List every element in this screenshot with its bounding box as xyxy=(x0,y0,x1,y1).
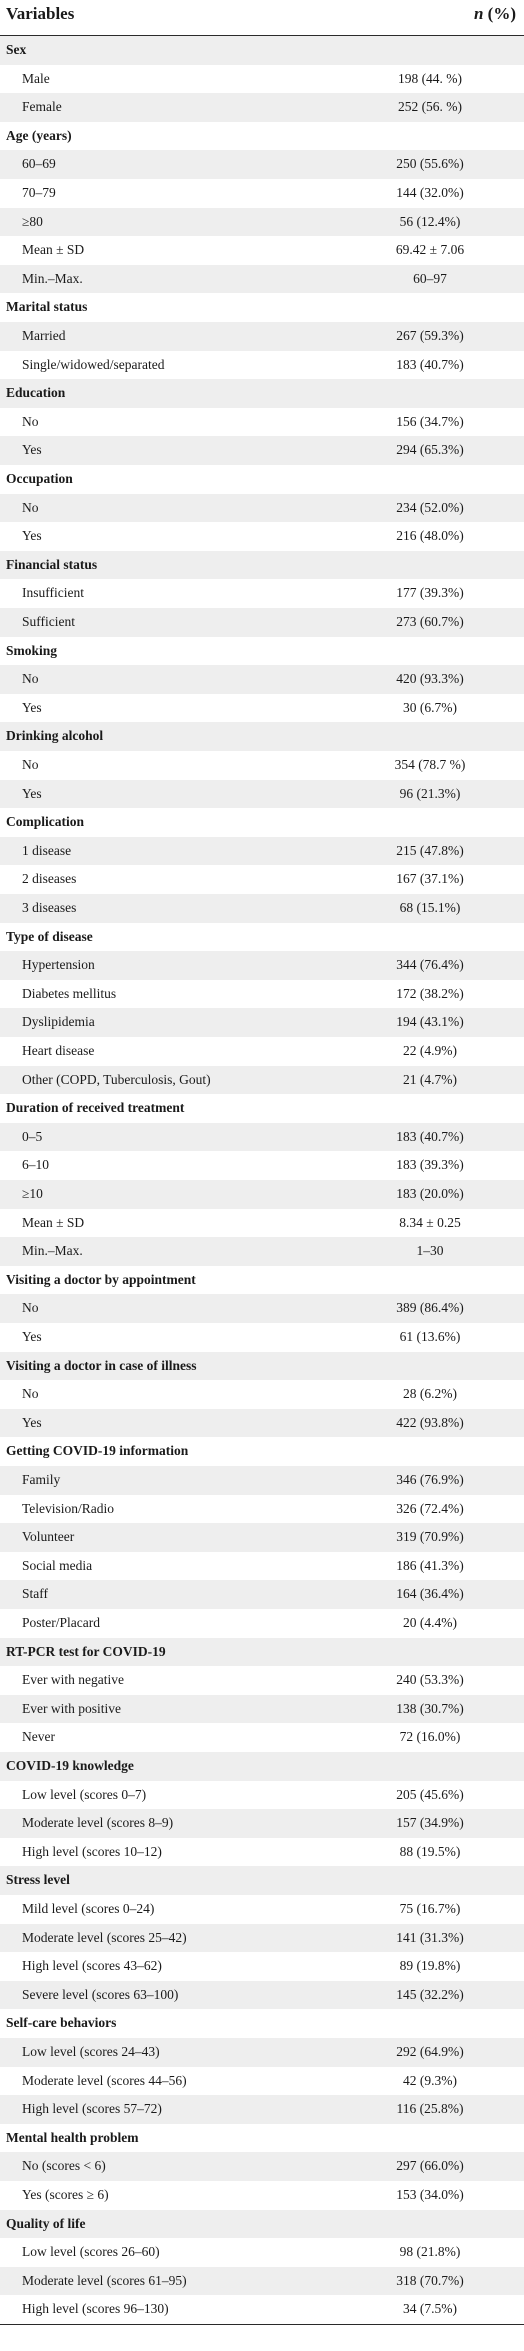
row-label: Min.–Max. xyxy=(22,1243,83,1259)
row-value: 21 (4.7%) xyxy=(403,1071,457,1087)
row-value: 141 (31.3%) xyxy=(396,1929,464,1945)
group-header-row xyxy=(0,551,524,580)
row-value: 89 (19.8%) xyxy=(399,1958,461,1974)
row-value: 326 (72.4%) xyxy=(396,1500,464,1516)
row-value: 216 (48.0%) xyxy=(396,528,464,544)
table-row xyxy=(0,1523,524,1552)
group-label: Stress level xyxy=(6,1872,70,1888)
table-row xyxy=(0,951,524,980)
table-row xyxy=(0,1409,524,1438)
n-symbol: n xyxy=(473,4,484,23)
group-header-row xyxy=(0,465,524,494)
table-row xyxy=(0,1323,524,1352)
row-value: 172 (38.2%) xyxy=(396,985,464,1001)
row-label: Never xyxy=(22,1729,55,1745)
group-label: Visiting a doctor in case of illness xyxy=(6,1357,197,1373)
row-value: 60–97 xyxy=(413,270,447,286)
row-value: 28 (6.2%) xyxy=(403,1386,457,1402)
row-label: Mild level (scores 0–24) xyxy=(22,1901,155,1916)
row-value: 198 (44. %) xyxy=(397,70,463,86)
group-header-row xyxy=(0,1352,524,1381)
row-value: 292 (64.9%) xyxy=(396,2044,464,2059)
group-label: RT-PCR test for COVID-19 xyxy=(6,1643,166,1659)
table-row xyxy=(0,150,524,179)
row-value: 318 (70.7%) xyxy=(396,2272,464,2288)
row-value: 177 (39.3%) xyxy=(396,585,464,601)
row-label: Heart disease xyxy=(22,1043,95,1058)
table-row xyxy=(0,837,524,866)
table-row xyxy=(0,236,524,265)
percent-symbol: (%) xyxy=(483,4,516,23)
row-value: 88 (19.5%) xyxy=(399,1843,461,1859)
group-header-row xyxy=(0,1752,524,1781)
group-header-row xyxy=(0,1266,524,1295)
table-row xyxy=(0,1580,524,1609)
table-row xyxy=(0,1037,524,1066)
group-label: Financial status xyxy=(6,556,98,572)
row-value: 297 (66.0%) xyxy=(396,2158,464,2174)
row-label: Moderate level (scores 61–95) xyxy=(22,2272,187,2288)
row-value: 234 (52.0%) xyxy=(396,499,464,515)
group-header-row xyxy=(0,722,524,751)
row-label: Low level (scores 0–7) xyxy=(22,1786,147,1802)
group-header-row xyxy=(0,1094,524,1123)
group-header-row xyxy=(0,808,524,837)
table-row xyxy=(0,265,524,294)
row-value: 145 (32.2%) xyxy=(396,1986,464,2002)
table-row xyxy=(0,93,524,122)
table-row xyxy=(0,608,524,637)
group-label: Occupation xyxy=(6,471,73,486)
row-value: 344 (76.4%) xyxy=(396,957,464,973)
group-label: Quality of life xyxy=(6,2215,86,2231)
group-header-row xyxy=(0,293,524,322)
row-label: 0–5 xyxy=(22,1128,43,1144)
table-row xyxy=(0,1380,524,1409)
row-label: High level (scores 96–130) xyxy=(22,2301,169,2317)
table-row xyxy=(0,665,524,694)
row-label: Moderate level (scores 25–42) xyxy=(22,1929,187,1945)
row-label: Volunteer xyxy=(22,1529,75,1545)
table-row xyxy=(0,1695,524,1724)
row-label: Other (COPD, Tuberculosis, Gout) xyxy=(22,1071,211,1087)
row-label: Yes xyxy=(22,699,42,715)
table-row xyxy=(0,894,524,923)
table-row xyxy=(0,1180,524,1209)
row-label: High level (scores 10–12) xyxy=(22,1843,162,1859)
row-value: 96 (21.3%) xyxy=(399,785,461,801)
row-label: Yes (scores ≥ 6) xyxy=(22,2187,109,2202)
row-value: 194 (43.1%) xyxy=(396,1014,464,1030)
row-label: Diabetes mellitus xyxy=(22,985,117,1001)
row-label: High level (scores 57–72) xyxy=(22,2101,162,2117)
row-label: ≥80 xyxy=(22,213,43,229)
row-label: Mean ± SD xyxy=(22,242,85,258)
row-label: No xyxy=(22,1386,39,1402)
group-header-row xyxy=(0,637,524,666)
table-row xyxy=(0,208,524,237)
row-value: 56 (12.4%) xyxy=(399,213,461,229)
table-row xyxy=(0,1066,524,1095)
group-header-row xyxy=(0,36,524,65)
row-label: No xyxy=(22,671,39,687)
row-value: 22 (4.9%) xyxy=(403,1043,457,1058)
table-row xyxy=(0,1981,524,2010)
row-value: 267 (59.3%) xyxy=(396,328,464,343)
row-value: 420 (93.3%) xyxy=(396,671,464,687)
row-label: Female xyxy=(22,99,62,115)
row-value: 215 (47.8%) xyxy=(396,842,464,858)
row-value: 156 (34.7%) xyxy=(396,413,464,429)
row-label: Poster/Placard xyxy=(22,1615,100,1630)
table-row xyxy=(0,751,524,780)
row-value: 75 (16.7%) xyxy=(399,1901,461,1916)
table-row xyxy=(0,179,524,208)
row-label: No xyxy=(22,499,39,515)
table-row xyxy=(0,1008,524,1037)
row-label: Yes xyxy=(22,528,42,544)
row-value: 250 (55.6%) xyxy=(396,156,464,172)
row-label: 1 disease xyxy=(22,842,72,858)
variables-column-header: Variables xyxy=(6,4,75,23)
row-label: Single/widowed/separated xyxy=(22,356,165,372)
table-row xyxy=(0,1609,524,1638)
group-label: Sex xyxy=(6,42,27,57)
row-label: Low level (scores 24–43) xyxy=(22,2044,160,2059)
table-row xyxy=(0,1924,524,1953)
row-value: 69.42 ± 7.06 xyxy=(395,242,465,258)
row-value: 422 (93.8%) xyxy=(396,1414,464,1430)
group-header-row xyxy=(0,2124,524,2153)
group-header-row xyxy=(0,1866,524,1895)
row-value: 346 (76.9%) xyxy=(396,1472,464,1487)
row-label: No xyxy=(22,757,39,772)
table-header xyxy=(0,0,524,36)
table-row xyxy=(0,780,524,809)
table-row xyxy=(0,2067,524,2096)
table-row xyxy=(0,1952,524,1981)
group-label: COVID-19 knowledge xyxy=(6,1758,134,1773)
row-value: 183 (20.0%) xyxy=(396,1186,464,1201)
row-value: 116 (25.8%) xyxy=(396,2101,464,2117)
row-value: 61 (13.6%) xyxy=(399,1329,461,1344)
row-value: 186 (41.3%) xyxy=(396,1557,464,1573)
row-value: 68 (15.1%) xyxy=(399,900,461,915)
table-row xyxy=(0,1723,524,1752)
table-row xyxy=(0,1781,524,1810)
row-label: 70–79 xyxy=(22,185,56,200)
table-row xyxy=(0,1809,524,1838)
table-row xyxy=(0,1466,524,1495)
group-header-row xyxy=(0,1638,524,1667)
group-label: Education xyxy=(6,385,66,401)
row-value: 273 (60.7%) xyxy=(396,614,464,629)
table-row xyxy=(0,322,524,351)
group-label: Age (years) xyxy=(6,127,72,143)
row-value: 183 (40.7%) xyxy=(396,356,464,372)
bottom-rule xyxy=(0,2324,524,2325)
row-value: 240 (53.3%) xyxy=(396,1672,464,1688)
table-row xyxy=(0,522,524,551)
group-header-row xyxy=(0,2009,524,2038)
row-label: No (scores < 6) xyxy=(22,2158,106,2174)
table-row xyxy=(0,1209,524,1238)
row-value: 72 (16.0%) xyxy=(399,1729,461,1745)
row-label: 2 diseases xyxy=(22,871,77,887)
table-row xyxy=(0,494,524,523)
row-label: ≥10 xyxy=(22,1186,43,1201)
row-value: 252 (56. %) xyxy=(397,99,463,115)
table-row xyxy=(0,408,524,437)
table-row xyxy=(0,1294,524,1323)
table-row xyxy=(0,436,524,465)
table-row xyxy=(0,1666,524,1695)
row-label: Yes xyxy=(22,1414,42,1430)
row-label: No xyxy=(22,1300,39,1316)
group-label: Duration of received treatment xyxy=(6,1100,185,1116)
row-label: Television/Radio xyxy=(22,1500,115,1516)
row-label: Moderate level (scores 8–9) xyxy=(22,1815,174,1831)
row-label: Dyslipidemia xyxy=(22,1014,95,1030)
row-value: 138 (30.7%) xyxy=(396,1700,464,1716)
table-row xyxy=(0,980,524,1009)
table-row xyxy=(0,351,524,380)
n-percent-column-header xyxy=(474,4,516,24)
row-label: Ever with positive xyxy=(22,1700,121,1716)
row-label: Social media xyxy=(22,1557,93,1573)
group-label: Type of disease xyxy=(6,928,93,944)
row-label: High level (scores 43–62) xyxy=(22,1958,162,1974)
table-row xyxy=(0,65,524,94)
row-label: Yes xyxy=(22,1329,42,1344)
row-value: 167 (37.1%) xyxy=(396,871,464,887)
row-label: 60–69 xyxy=(22,156,56,172)
row-value: 34 (7.5%) xyxy=(403,2301,457,2317)
group-label: Mental health problem xyxy=(6,2129,139,2145)
table-row xyxy=(0,579,524,608)
table-row xyxy=(0,1495,524,1524)
table-row xyxy=(0,2181,524,2210)
row-value: 144 (32.0%) xyxy=(396,185,464,200)
row-value: 354 (78.7 %) xyxy=(394,757,466,772)
row-value: 30 (6.7%) xyxy=(403,699,457,715)
table-row xyxy=(0,1838,524,1867)
row-value: 319 (70.9%) xyxy=(396,1529,464,1545)
row-label: Male xyxy=(22,70,50,86)
row-value: 153 (34.0%) xyxy=(396,2187,464,2202)
group-label: Drinking alcohol xyxy=(6,728,104,744)
row-label: Low level (scores 26–60) xyxy=(22,2244,160,2260)
row-label: Severe level (scores 63–100) xyxy=(22,1986,179,2002)
row-label: 6–10 xyxy=(22,1157,49,1173)
table-row xyxy=(0,865,524,894)
row-value: 183 (39.3%) xyxy=(396,1157,464,1173)
row-label: Insufficient xyxy=(22,585,84,601)
group-label: Smoking xyxy=(6,642,58,658)
row-label: Staff xyxy=(22,1586,48,1602)
group-label: Self-care behaviors xyxy=(6,2015,117,2031)
row-value: 42 (9.3%) xyxy=(403,2072,457,2088)
table-row xyxy=(0,2295,524,2324)
row-value: 98 (21.8%) xyxy=(399,2244,461,2260)
table-row xyxy=(0,1151,524,1180)
table-row xyxy=(0,1237,524,1266)
row-label: Sufficient xyxy=(22,614,75,629)
row-value: 183 (40.7%) xyxy=(396,1128,464,1144)
row-value: 1–30 xyxy=(416,1243,444,1259)
group-header-row xyxy=(0,923,524,952)
row-label: 3 diseases xyxy=(22,900,77,915)
group-label: Getting COVID-19 information xyxy=(6,1443,189,1459)
table-row xyxy=(0,2038,524,2067)
group-label: Complication xyxy=(6,814,85,830)
row-label: No xyxy=(22,413,39,429)
row-value: 20 (4.4%) xyxy=(403,1615,457,1630)
row-label: Married xyxy=(22,328,66,343)
group-header-row xyxy=(0,2210,524,2239)
group-header-row xyxy=(0,379,524,408)
table-row xyxy=(0,2152,524,2181)
row-label: Mean ± SD xyxy=(22,1214,85,1230)
table-row xyxy=(0,2095,524,2124)
table-row xyxy=(0,1895,524,1924)
row-value: 164 (36.4%) xyxy=(396,1586,464,1602)
row-label: Yes xyxy=(22,442,42,458)
row-value: 294 (65.3%) xyxy=(396,442,464,458)
row-value: 157 (34.9%) xyxy=(396,1815,464,1831)
row-label: Yes xyxy=(22,785,42,801)
row-label: Moderate level (scores 44–56) xyxy=(22,2072,187,2088)
row-value: 389 (86.4%) xyxy=(396,1300,464,1316)
group-header-row xyxy=(0,1437,524,1466)
table-row xyxy=(0,1123,524,1152)
table-row xyxy=(0,2238,524,2267)
row-value: 205 (45.6%) xyxy=(396,1786,464,1802)
table-row xyxy=(0,2267,524,2296)
group-header-row xyxy=(0,122,524,151)
group-label: Visiting a doctor by appointment xyxy=(6,1271,196,1287)
row-label: Hypertension xyxy=(22,957,95,973)
row-label: Ever with negative xyxy=(22,1672,124,1688)
row-value: 8.34 ± 0.25 xyxy=(399,1214,461,1230)
row-label: Min.–Max. xyxy=(22,270,83,286)
table-row xyxy=(0,694,524,723)
row-label: Family xyxy=(22,1472,61,1487)
table-row xyxy=(0,1552,524,1581)
group-label: Marital status xyxy=(6,299,88,315)
